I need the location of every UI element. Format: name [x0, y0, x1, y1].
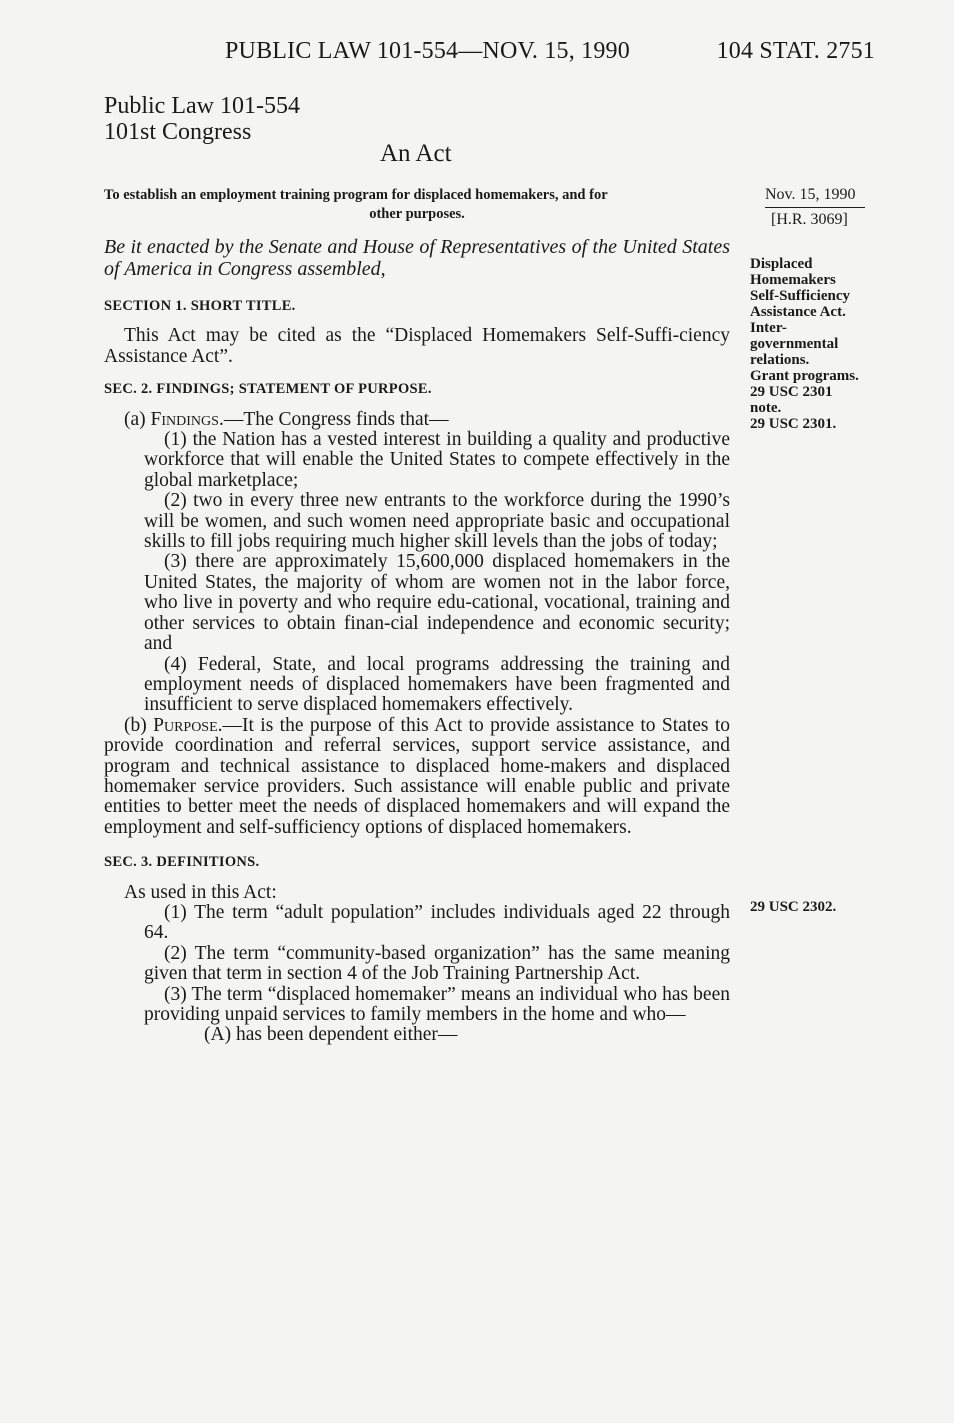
margin-citation: note. [750, 400, 782, 416]
subsection-b-heading: Purpose [153, 714, 218, 736]
margin-rule [765, 207, 865, 208]
margin-date-block [765, 185, 865, 230]
margin-topic: Self-Sufficiency [750, 288, 850, 304]
margin-topic: relations. [750, 352, 810, 368]
finding-2: (2) two in every three new entrants to the workforce during the 1990’s will be women, and such women need appropriate basic and occupational skills to fill jobs requiring much higher skill levels than the jobs of today; [144, 490, 730, 553]
margin-topic: Homemakers [750, 272, 836, 288]
finding-3: (3) there are approximately 15,600,000 displaced homemakers in the United States, the majority of whom are women not in the labor force, who live in poverty and who require edu-cational, vocational, training and other services to obtain finan-cial independence and economic security; and [144, 551, 730, 655]
definition-3-A: (A) has been dependent either— [204, 1024, 458, 1046]
section-1-heading: SECTION 1. SHORT TITLE. [104, 298, 296, 314]
margin-topic: Grant programs. [750, 368, 859, 384]
margin-date: Nov. 15, 1990 [765, 186, 856, 203]
section-3-intro: As used in this Act: [124, 881, 277, 903]
section-1-text: This Act may be cited as the “Displaced Homemakers Self-Suffi-ciency Assistance Act”. [104, 325, 730, 367]
finding-1: (1) the Nation has a vested interest in building a quality and productive workforce that will enable the United States to compete effectively in the global marketplace; [144, 429, 730, 491]
finding-4: (4) Federal, State, and local programs addressing the training and employment needs of displaced homemakers have been fragmented and insufficient to serve displaced homemakers effectively. [144, 653, 730, 716]
law-number: Public Law 101-554 [104, 93, 300, 119]
margin-topic: governmental [750, 336, 839, 352]
subsection-a [104, 410, 730, 430]
definition-3: (3) The term “displaced homemaker” means an individual who has been providing unpaid services to family members in the home and who— [144, 983, 730, 1025]
margin-topic: Inter- [750, 320, 787, 336]
margin-bill: [H.R. 3069] [771, 211, 848, 228]
margin-topic: Displaced [750, 256, 813, 272]
running-title: PUBLIC LAW 101-554—NOV. 15, 1990 [225, 38, 630, 64]
subsection-a-heading: Findings [150, 408, 219, 430]
margin-topics [750, 256, 859, 432]
purpose-statement [104, 186, 730, 224]
subsection-b-text: .—It is the purpose of this Act to provide assistance to States to provide coordination and referral services, support service assistance, and program and technical assistance to displaced home-makers and displaced homemaker service providers. Such assistance will enable public and private entities to better meet the needs of displaced homemakers and will expand the employment and self-sufficiency options of displaced homemakers. [104, 714, 730, 838]
definition-1: (1) The term “adult population” includes individuals aged 22 through 64. [144, 901, 730, 944]
subsection-a-text: .—The Congress finds that— [218, 408, 449, 430]
margin-citation: 29 USC 2301. [750, 416, 837, 432]
section-2-heading: SEC. 2. FINDINGS; STATEMENT OF PURPOSE. [104, 381, 432, 398]
margin-citation-sec3: 29 USC 2302. [750, 899, 837, 915]
subsection-b [104, 716, 730, 838]
act-title: An Act [380, 140, 452, 167]
subsection-b-label: (b) [124, 714, 154, 736]
congress: 101st Congress [104, 119, 252, 145]
margin-citation: 29 USC 2301 [750, 384, 833, 400]
purpose-line-1: To establish an employment training program for displaced homemakers, and for [104, 187, 608, 203]
margin-topic: Assistance Act. [750, 304, 846, 320]
section-3-heading: SEC. 3. DEFINITIONS. [104, 854, 260, 871]
enacting-clause: Be it enacted by the Senate and House of Representatives of the United States of America in Congress assembled, [104, 236, 730, 280]
stat-page-number: 104 STAT. 2751 [716, 38, 875, 64]
purpose-line-2: other purposes. [369, 206, 465, 222]
definition-2: (2) The term “community-based organization” has the same meaning given that term in section 4 of the Job Training Partnership Act. [144, 942, 730, 985]
act-body [104, 290, 730, 1046]
law-identifier [104, 93, 300, 145]
subsection-a-label: (a) [124, 408, 151, 430]
